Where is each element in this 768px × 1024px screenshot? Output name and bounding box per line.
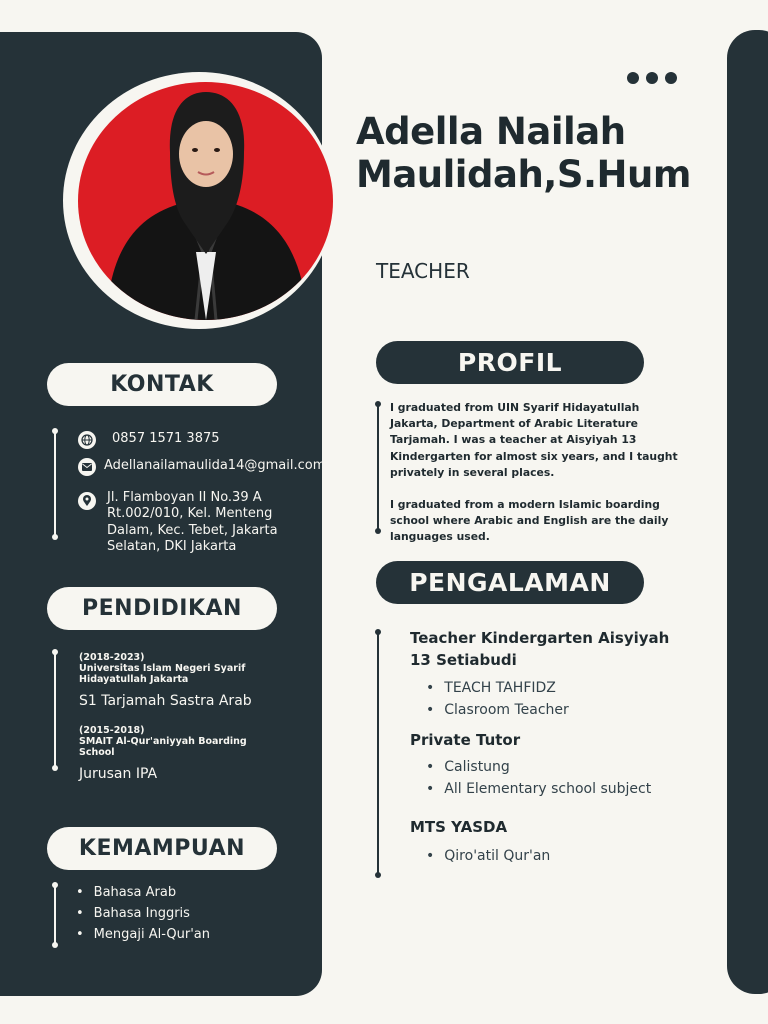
- globe-icon: [78, 431, 96, 449]
- experience-duty: • Calistung: [426, 759, 651, 775]
- contact-email-row: [78, 458, 325, 476]
- experience-duties-list: [426, 680, 569, 724]
- experience-duty: • Clasroom Teacher: [426, 702, 569, 718]
- education-major: Jurusan IPA: [79, 766, 158, 782]
- right-decor-strip: [727, 30, 768, 994]
- profile-photo: [78, 82, 333, 320]
- experience-duty: • TEACH TAHFIDZ: [426, 680, 569, 696]
- experience-duty: • All Elementary school subject: [426, 781, 651, 797]
- profile-summary: [390, 400, 690, 562]
- skill-item: • Mengaji Al-Qur'an: [76, 927, 210, 942]
- experience-duties-list: [426, 848, 550, 870]
- location-pin-icon: [78, 492, 96, 510]
- contact-phone-row: [78, 431, 220, 449]
- education-item: [79, 725, 279, 782]
- mail-icon: [78, 458, 96, 476]
- skills-list: [76, 885, 210, 948]
- section-heading-education: PENDIDIKAN: [47, 587, 277, 630]
- profile-paragraph: I graduated from UIN Syarif Hidayatullah Jakarta, Department of Arabic Literature Tarjamah. I was a teacher at Aisyiyah 13 Kindergarten for almost six years, and I taught privately in several places.: [390, 401, 678, 479]
- experience-duty: • Qiro'atil Qur'an: [426, 848, 550, 864]
- profile-divider-line: [377, 404, 379, 531]
- skills-divider-line: [54, 885, 56, 945]
- education-school: SMAIT Al-Qur'aniyyah Boarding School: [79, 736, 247, 758]
- section-heading-profile: PROFIL: [376, 341, 644, 384]
- education-years: (2015-2018): [79, 725, 145, 736]
- contact-address: Jl. Flamboyan II No.39 A Rt.002/010, Kel. Menteng Dalam, Kec. Tebet, Jakarta Selatan, DKI Jakarta: [107, 490, 278, 554]
- section-heading-experience: PENGALAMAN: [376, 561, 644, 604]
- skill-item: • Bahasa Arab: [76, 885, 210, 900]
- experience-duties-list: [426, 759, 651, 803]
- experience-role: Private Tutor: [410, 731, 521, 749]
- education-divider-line: [54, 652, 56, 768]
- experience-role: Teacher Kindergarten Aisyiyah 13 Setiabudi: [410, 629, 670, 669]
- education-school: Universitas Islam Negeri Syarif Hidayatullah Jakarta: [79, 663, 246, 685]
- contact-address-row: [78, 490, 292, 555]
- education-years: (2018-2023): [79, 652, 145, 663]
- education-major: S1 Tarjamah Sastra Arab: [79, 693, 252, 709]
- full-name: Adella Nailah Maulidah,S.Hum: [356, 110, 691, 196]
- contact-phone: 0857 1571 3875: [112, 431, 220, 446]
- section-heading-contact: KONTAK: [47, 363, 277, 406]
- job-title: TEACHER: [376, 259, 470, 283]
- profile-paragraph: I graduated from a modern Islamic boarding school where Arabic and English are the daily languages used.: [390, 498, 669, 544]
- more-dots-icon: [627, 72, 677, 84]
- contact-email[interactable]: Adellanailamaulida14@gmail.com: [104, 458, 326, 473]
- experience-role: MTS YASDA: [410, 818, 508, 836]
- education-item: [79, 652, 279, 709]
- experience-divider-line: [377, 632, 379, 875]
- person-portrait-icon: [78, 82, 333, 320]
- contact-divider-line: [54, 431, 56, 537]
- section-heading-skills: KEMAMPUAN: [47, 827, 277, 870]
- skill-item: • Bahasa Inggris: [76, 906, 210, 921]
